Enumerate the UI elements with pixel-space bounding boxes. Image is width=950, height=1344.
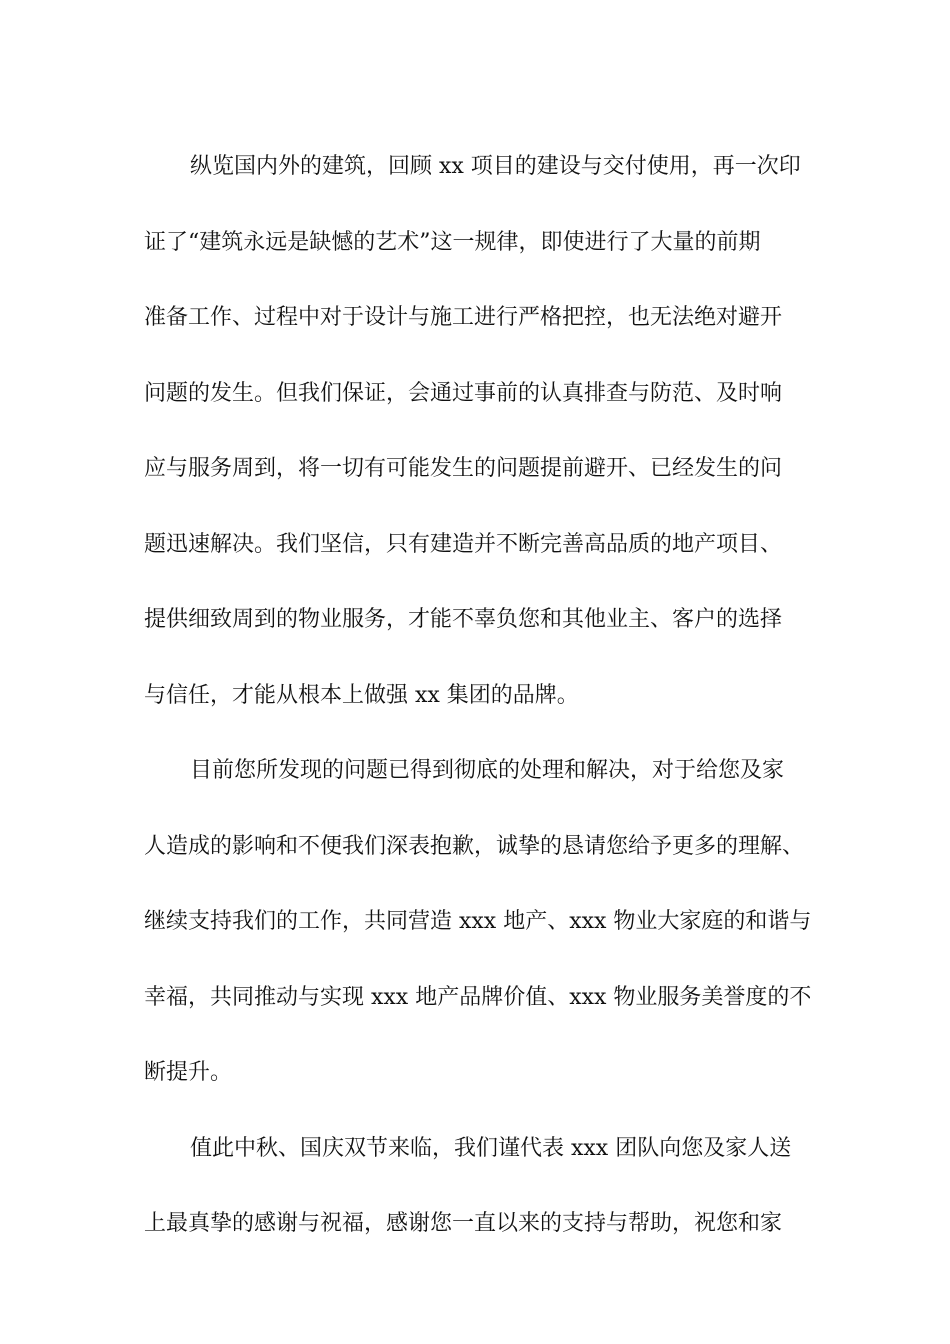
paragraph-2 xyxy=(144,733,814,1111)
paragraph-line: 值此中秋、国庆双节来临，我们谨代表 xxx 团队向您及家人送 xyxy=(190,1135,792,1161)
paragraph-line: 目前您所发现的问题已得到彻底的处理和解决，对于给您及家 xyxy=(190,758,785,783)
paragraph-line: 应与服务周到，将一切有可能发生的问题提前避开、已经发生的问 xyxy=(144,456,783,481)
paragraph-line: 纵览国内外的建筑，回顾 xx 项目的建设与交付使用，再一次印 xyxy=(190,154,801,179)
document-body xyxy=(144,129,814,1262)
paragraph-line: 题迅速解决。我们坚信，只有建造并不断完善高品质的地产项目、 xyxy=(144,531,783,557)
paragraph-line: 幸福，共同推动与实现 xxx 地产品牌价值、xxx 物业服务美誉度的不 xyxy=(144,984,812,1010)
paragraph-line: 继续支持我们的工作，共同营造 xxx 地产、xxx 物业大家庭的和谐与 xyxy=(144,909,812,934)
paragraph-line: 人造成的影响和不便我们深表抱歉，诚挚的恳请您给予更多的理解、 xyxy=(144,833,805,859)
paragraph-line: 证了“建筑永远是缺憾的艺术”这一规律，即使进行了大量的前期 xyxy=(144,229,761,255)
paragraph-line: 问题的发生。但我们保证，会通过事前的认真排查与防范、及时响 xyxy=(144,380,783,406)
paragraph-line: 提供细致周到的物业服务，才能不辜负您和其他业主、客户的选择 xyxy=(144,607,783,632)
paragraph-line: 准备工作、过程中对于设计与施工进行严格把控，也无法绝对避开 xyxy=(144,305,783,330)
paragraph-3 xyxy=(144,1111,814,1262)
paragraph-line: 与信任，才能从根本上做强 xx 集团的品牌。 xyxy=(144,682,579,708)
paragraph-line: 断提升。 xyxy=(144,1060,233,1085)
paragraph-1 xyxy=(144,129,814,733)
paragraph-line: 上最真挚的感谢与祝福，感谢您一直以来的支持与帮助，祝您和家 xyxy=(144,1211,783,1236)
